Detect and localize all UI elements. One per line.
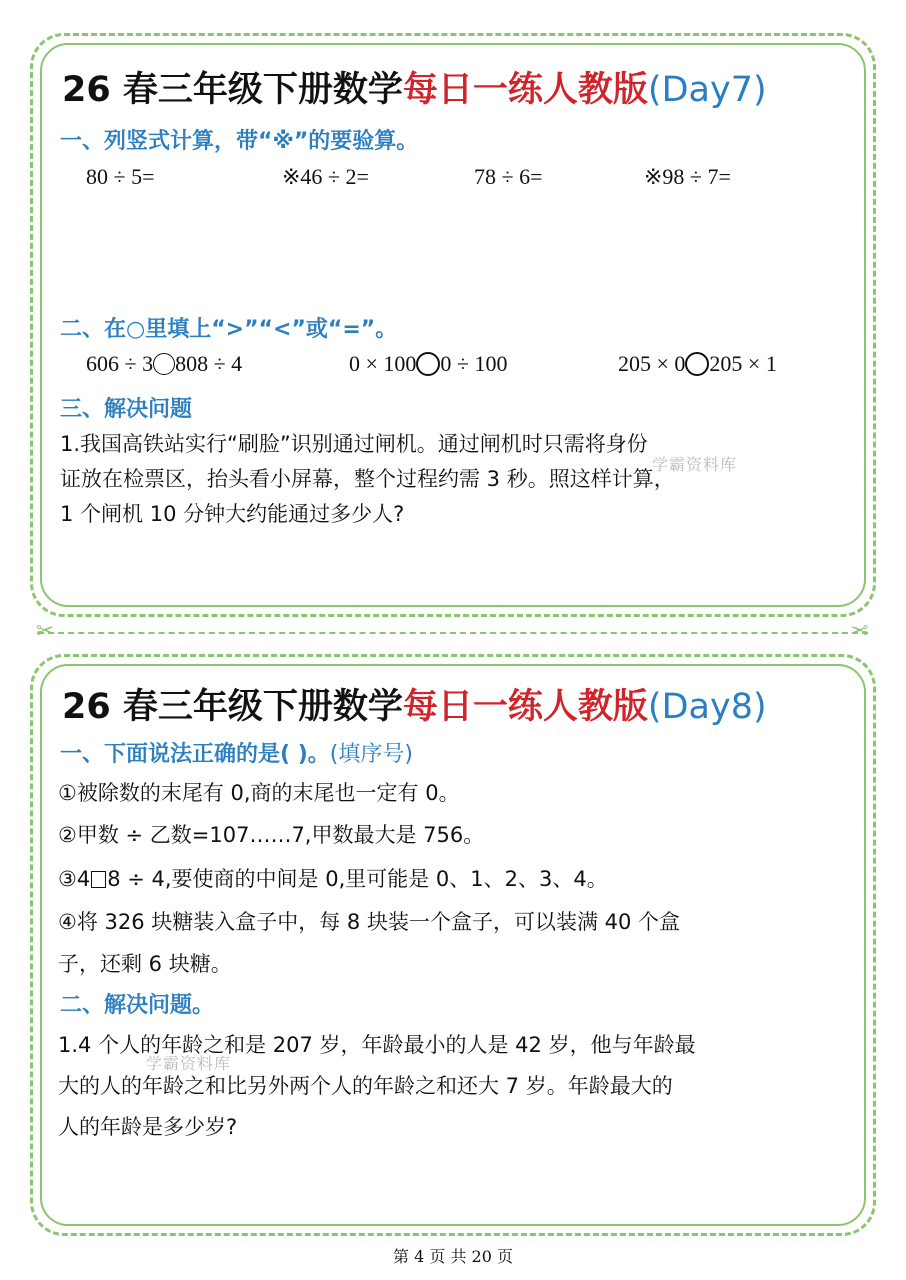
day7-compare-1 — [86, 351, 242, 377]
day7-compare-3-left: 205 × 0 — [618, 351, 686, 376]
day7-calc-2: ※46 ÷ 2= — [282, 164, 369, 189]
day8-title-day: (Day8) — [647, 687, 767, 727]
day7-compare-2-left: 0 × 100 — [349, 351, 417, 376]
day8-statement-1: ①被除数的末尾有 0,商的末尾也一定有 0。 — [58, 781, 460, 805]
day7-title-edition: 每日一练人教版 — [402, 70, 648, 110]
scissors-icon: ✂ — [850, 619, 869, 644]
day7-section3-heading: 三、解决问题 — [60, 397, 193, 422]
day8-section1-note: (填序号) — [329, 742, 413, 767]
blank-box-icon — [91, 871, 106, 888]
day8-statement-2: ②甲数 ÷ 乙数=107……7,甲数最大是 756。 — [58, 823, 485, 847]
day7-compare-3 — [618, 351, 777, 377]
day7-section2-heading: 二、在○里填上“>”“<”或“=”。 — [60, 317, 398, 342]
day7-calc-1: 80 ÷ 5= — [86, 164, 155, 189]
day8-section1-heading — [60, 737, 413, 768]
day8-statement-4-line: ④将 326 块糖装入盒子中，每 8 块装一个盒子，可以装满 40 个盒 — [58, 910, 681, 934]
day7-compare-2-right: 0 ÷ 100 — [440, 351, 508, 376]
compare-circle-icon[interactable] — [153, 353, 175, 375]
day8-title — [62, 679, 767, 729]
day8-problem-line: 大的人的年龄之和比另外两个人的年龄之和还大 7 岁。年龄最大的 — [58, 1074, 673, 1098]
watermark: 学霸资料库 — [146, 1054, 232, 1073]
day7-problem-line: 1 个闸机 10 分钟大约能通过多少人? — [60, 502, 405, 526]
cut-line-divider — [38, 632, 868, 634]
day8-statement-3-prefix: ③4 — [58, 867, 91, 891]
day8-statement-3-suffix: 8 ÷ 4,要使商的中间是 0,里可能是 0、1、2、3、4。 — [107, 867, 608, 891]
day7-title — [62, 62, 767, 112]
day7-calc-4: ※98 ÷ 7= — [644, 164, 731, 189]
day8-problem-line: 1.4 个人的年龄之和是 207 岁，年龄最小的人是 42 岁，他与年龄最 — [58, 1033, 696, 1057]
day7-problem-line: 1.我国高铁站实行“刷脸”识别通过闸机。通过闸机时只需将身份 — [60, 432, 648, 456]
day8-problem-line: 人的年龄是多少岁? — [58, 1115, 238, 1139]
day7-compare-1-right: 808 ÷ 4 — [175, 351, 243, 376]
day8-section2-heading: 二、解决问题。 — [60, 993, 215, 1018]
day7-title-day: (Day7) — [647, 70, 767, 110]
watermark: 学霸资料库 — [652, 455, 738, 474]
compare-circle-icon[interactable] — [685, 352, 709, 376]
scissors-icon: ✂ — [36, 619, 55, 644]
day7-compare-2 — [349, 351, 508, 377]
day8-title-edition: 每日一练人教版 — [402, 687, 648, 727]
day7-title-main: 26 春三年级下册数学 — [62, 70, 403, 110]
day7-calc-3: 78 ÷ 6= — [474, 164, 543, 189]
day8-section1-text: 一、下面说法正确的是( )。 — [60, 742, 330, 767]
day7-problem-line: 证放在检票区，抬头看小屏幕，整个过程约需 3 秒。照这样计算， — [60, 467, 675, 491]
day8-statement-4-line: 子，还剩 6 块糖。 — [58, 952, 232, 976]
day7-compare-3-right: 205 × 1 — [709, 351, 777, 376]
compare-circle-icon[interactable] — [416, 352, 440, 376]
day7-section1-heading: 一、列竖式计算，带“※”的要验算。 — [60, 129, 419, 154]
day8-title-main: 26 春三年级下册数学 — [62, 687, 403, 727]
page-footer: 第 4 页 共 20 页 — [393, 1247, 513, 1266]
day7-compare-1-left: 606 ÷ 3 — [86, 351, 154, 376]
day8-statement-3 — [58, 863, 608, 893]
